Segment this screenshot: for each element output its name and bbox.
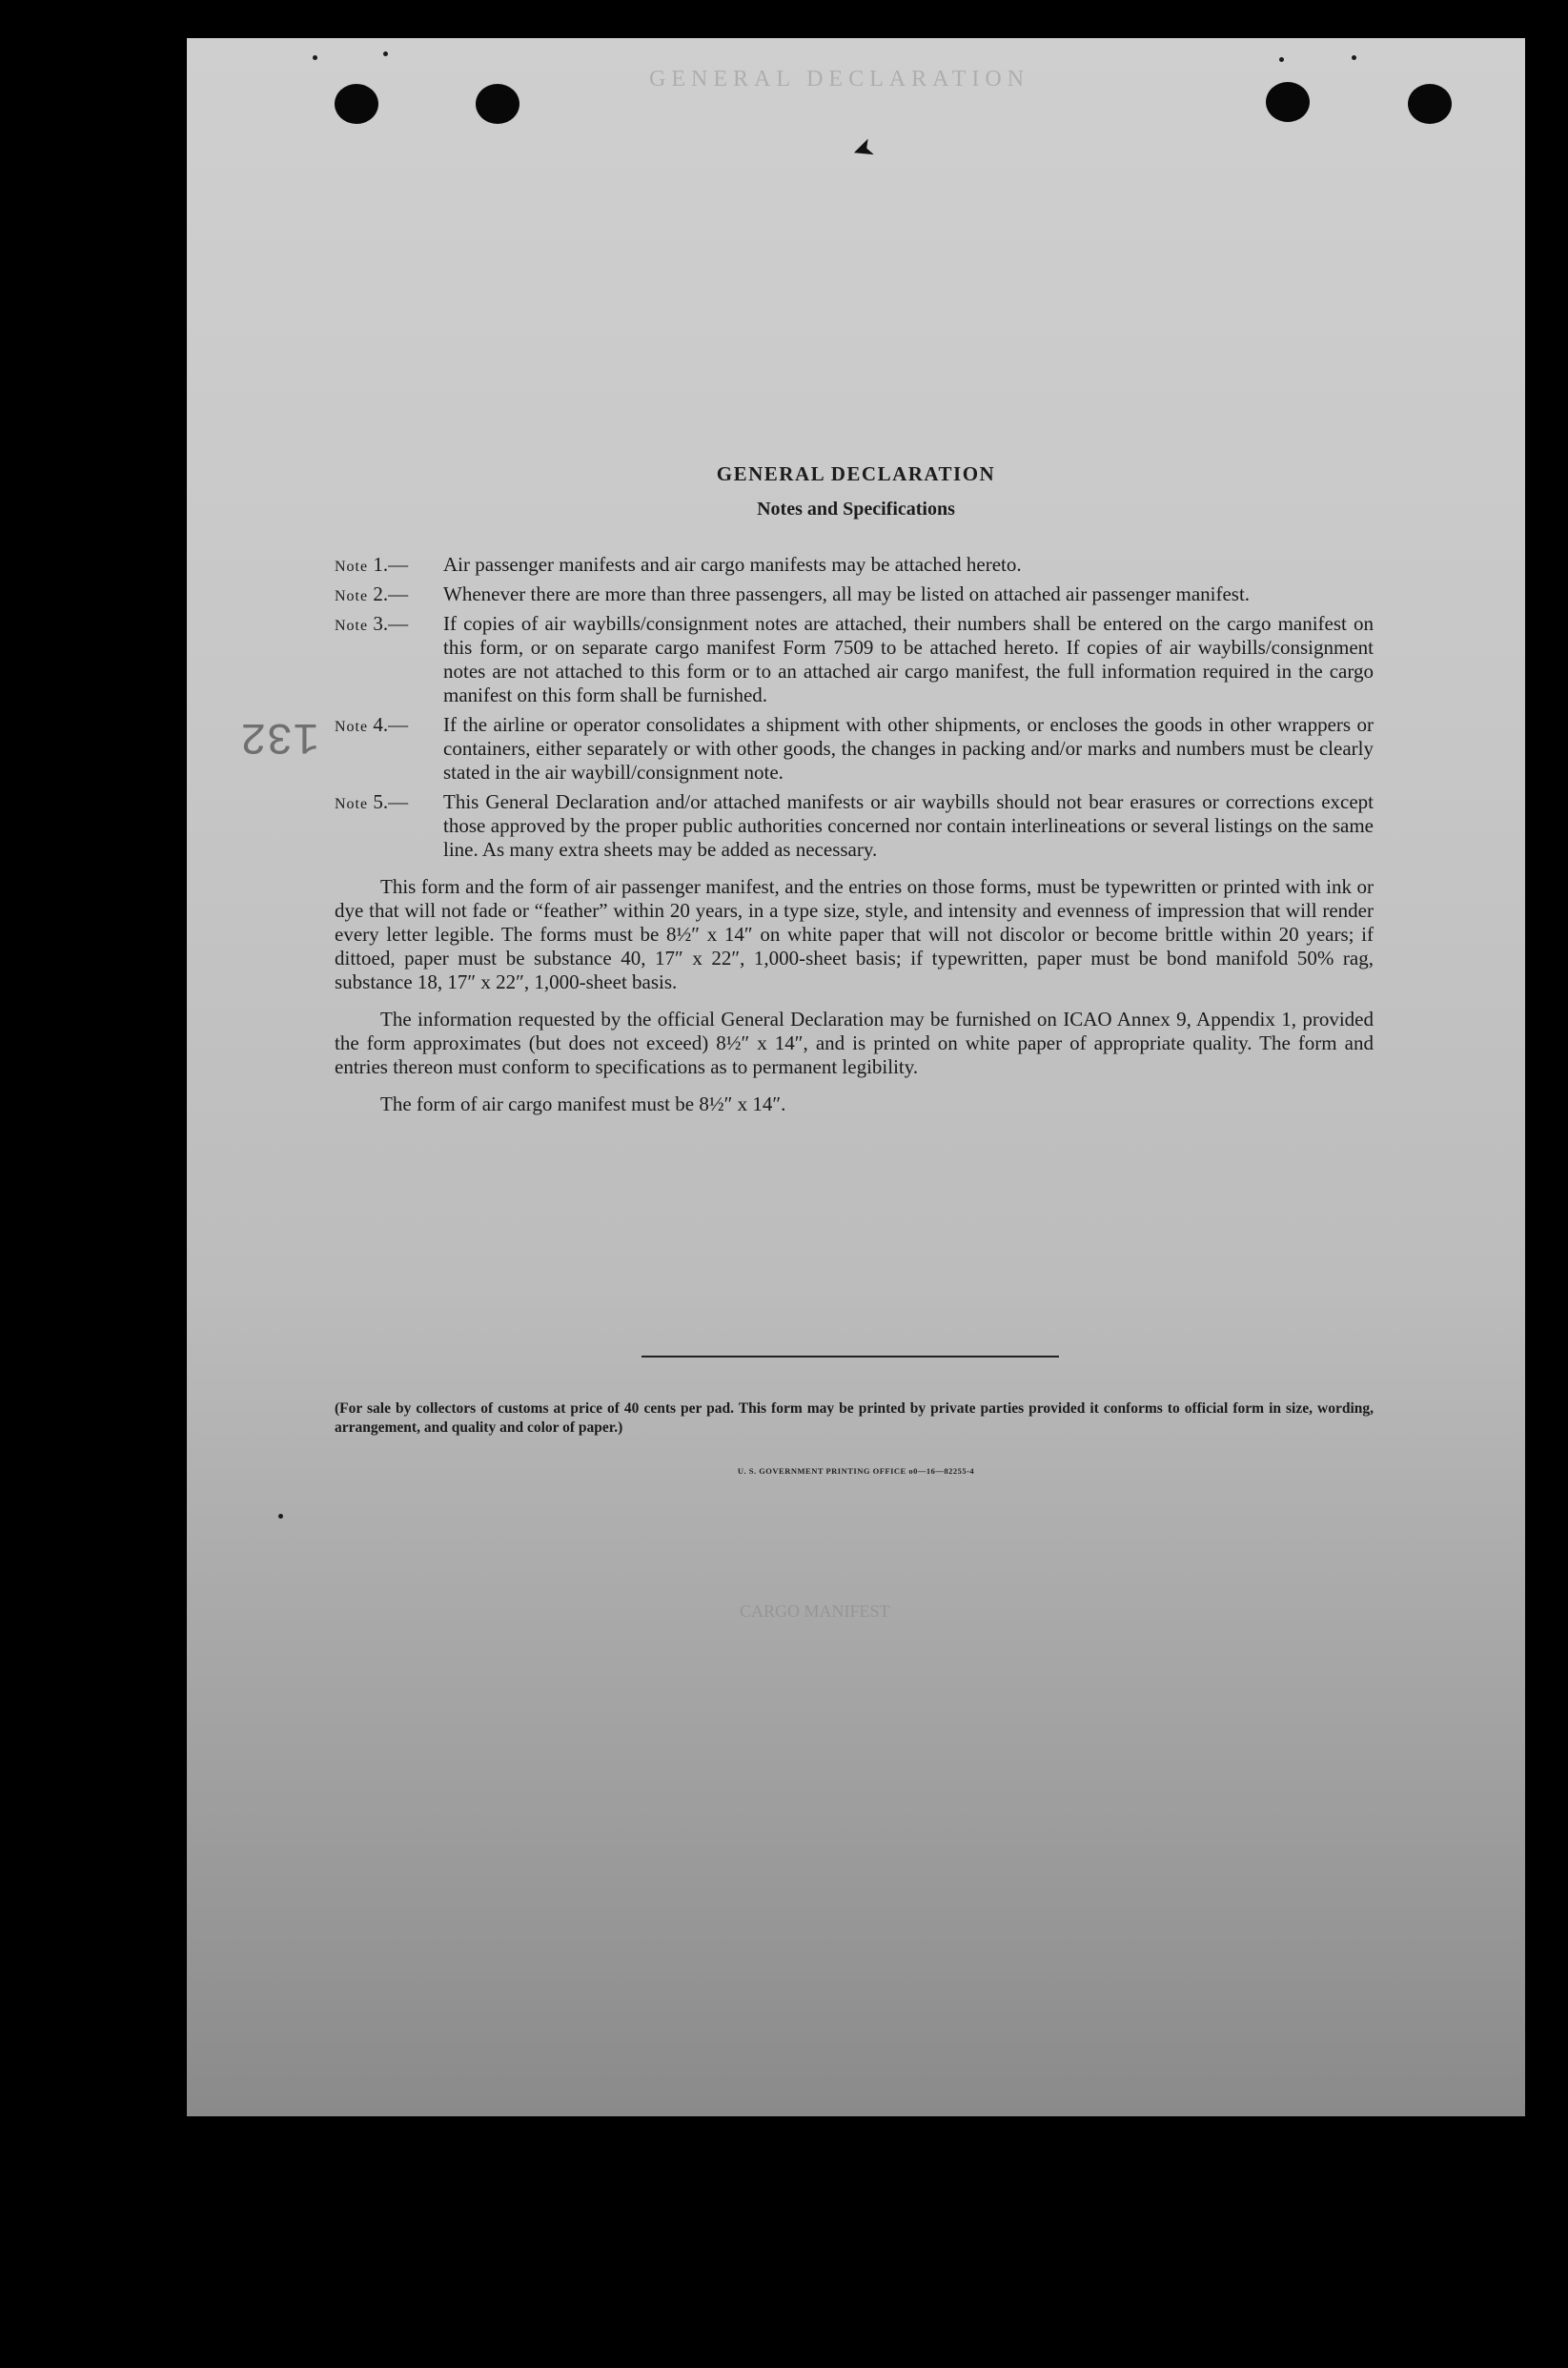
bleed-through-cargo: CARGO MANIFEST: [740, 1602, 890, 1621]
document-page: [187, 38, 1525, 2116]
note-label: Note 5.—: [335, 790, 409, 813]
note-text: Whenever there are more than three passengers, all may be listed on attached air passenger manifest.: [443, 582, 1251, 605]
note-4: [335, 713, 1374, 785]
note-2: [335, 582, 1374, 606]
printer-imprint: U. S. GOVERNMENT PRINTING OFFICE o0—16—82255-4: [737, 1466, 975, 1476]
divider-rule: [641, 1356, 1059, 1358]
note-1: [335, 553, 1374, 577]
speck: [1279, 57, 1284, 62]
speck: [278, 1514, 283, 1519]
page-title: GENERAL DECLARATION: [716, 462, 996, 485]
cargo-form-paragraph: The form of air cargo manifest must be 8½″ x 14″.: [380, 1092, 786, 1115]
speck: [313, 55, 317, 60]
bleed-through-title: GENERAL DECLARATION: [649, 67, 1030, 92]
note-text: If copies of air waybills/consignment notes are attached, their numbers shall be entered on the cargo manifest on this form, or on separate cargo manifest Form 7509 to be attached hereto. If copies of air waybills/consignment notes are not attached to this form or to an attached air cargo manifest, the full information required in the cargo manifest on this form shall be furnished.: [443, 612, 1374, 706]
punch-hole: [335, 84, 378, 124]
note-3: [335, 612, 1374, 707]
punch-hole: [1266, 82, 1310, 122]
note-text: If the airline or operator consolidates a shipment with other shipments, or encloses the goods in other wrappers or containers, either separately or with other goods, the changes in packing and/or marks and numbers must be clearly stated in the air waybill/consignment note.: [443, 713, 1374, 784]
pen-mark: ➤: [847, 131, 879, 168]
note-label: Note 3.—: [335, 612, 409, 635]
note-label: Note 2.—: [335, 582, 409, 605]
page-subtitle: Notes and Specifications: [757, 499, 955, 520]
sale-notice: (For sale by collectors of customs at price of 40 cents per pad. This form may be printed by private parties provided it conforms to official form in size, wording, arrangement, and quality and color of paper.): [335, 1400, 1374, 1436]
speck: [383, 51, 388, 56]
note-label: Note 4.—: [335, 713, 409, 736]
speck: [1352, 55, 1356, 60]
note-text: Air passenger manifests and air cargo manifests may be attached hereto.: [443, 553, 1022, 576]
paper-spec-paragraph: This form and the form of air passenger manifest, and the entries on those forms, must be typewritten or printed with ink or dye that will not fade or “feather” within 20 years, in a type size, style, and intensity and evenness of impression that will render every letter legible. The forms must be 8½″ x 14″ on white paper that will not discolor or become brittle within 20 years; if dittoed, paper must be substance 40, 17″ x 22″, 1,000-sheet basis; if typewritten, paper must be bond manifold 50% rag, substance 18, 17″ x 22″, 1,000-sheet basis.: [335, 875, 1374, 993]
icao-paragraph: The information requested by the official General Declaration may be furnished on ICAO Annex 9, Appendix 1, provided the form approximates (but does not exceed) 8½″ x 14″, and is printed on white paper of appropriate quality. The form and entries thereon must conform to specifications as to permanent legibility.: [335, 1008, 1374, 1078]
punch-hole: [476, 84, 519, 124]
punch-hole: [1408, 84, 1452, 124]
notes-section: [335, 553, 1374, 1116]
note-label: Note 1.—: [335, 553, 409, 576]
note-5: [335, 790, 1374, 862]
margin-stamp-number: 132: [240, 711, 319, 761]
note-text: This General Declaration and/or attached manifests or air waybills should not bear erasures or corrections except those approved by the proper public authorities concerned nor contain interlineations or several listings on the same line. As many extra sheets may be added as necessary.: [443, 790, 1374, 861]
